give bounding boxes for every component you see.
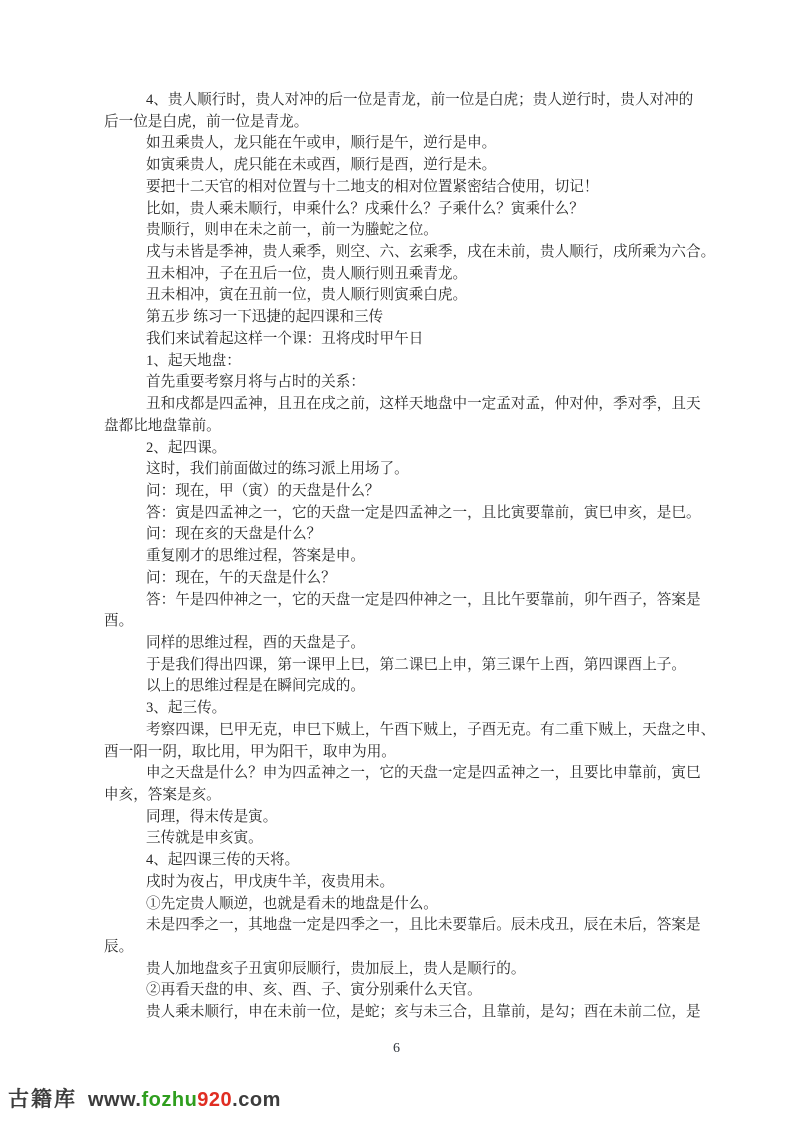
text-line: 贵人乘未顺行，申在未前一位，是蛇；亥与未三合，且靠前，是勾；酉在未前二位，是 <box>146 1004 701 1021</box>
text-line: 酉。 <box>104 613 134 630</box>
text-line: 后一位是白虎，前一位是青龙。 <box>104 113 309 130</box>
text-line: 4、起四课三传的天将。 <box>146 852 300 869</box>
text-line: 申之天盘是什么？申为四孟神之一，它的天盘一定是四孟神之一，且要比申靠前，寅巳 <box>146 765 701 782</box>
text-line: 如丑乘贵人，龙只能在午或申，顺行是午，逆行是申。 <box>146 135 497 152</box>
text-line: 问：现在，午的天盘是什么？ <box>146 569 336 586</box>
text-line: 考察四课，巳甲无克，申巳下贼上，午酉下贼上，子酉无克。有二重下贼上，天盘之申、 <box>146 721 716 738</box>
text-line: 于是我们得出四课，第一课甲上巳，第二课巳上申，第三课午上酉，第四课酉上子。 <box>146 656 686 673</box>
text-line: 酉一阳一阴，取比用，甲为阳干，取申为用。 <box>104 743 396 760</box>
text-line: 要把十二天官的相对位置与十二地支的相对位置紧密结合使用，切记！ <box>146 178 599 195</box>
text-line: 答：寅是四孟神之一，它的天盘一定是四孟神之一，且比寅要靠前，寅巳申亥，是巳。 <box>146 504 701 521</box>
watermark-url-number: 920 <box>197 1089 233 1111</box>
watermark-url-tld: .com <box>232 1089 281 1111</box>
text-line: 问：现在亥的天盘是什么？ <box>146 526 322 543</box>
text-line: 盘都比地盘靠前。 <box>104 417 221 434</box>
text-line: 贵顺行，则申在未之前一，前一为螣蛇之位。 <box>146 222 438 239</box>
text-line: 首先重要考察月将与占时的关系： <box>146 374 365 391</box>
text-line: 贵人加地盘亥子丑寅卯辰顺行，贵加辰上，贵人是顺行的。 <box>146 960 526 977</box>
text-line: 问：现在，甲（寅）的天盘是什么？ <box>146 482 380 499</box>
text-line: 戌与未皆是季神，贵人乘季，则空、六、玄乘季，戌在未前，贵人顺行，戌所乘为六合。 <box>146 244 716 261</box>
text-line: ①先定贵人顺逆，也就是看未的地盘是什么。 <box>146 895 438 912</box>
text-line: 丑未相冲，子在丑后一位，贵人顺行则丑乘青龙。 <box>146 265 468 282</box>
text-line: 丑和戌都是四孟神，且丑在戌之前，这样天地盘中一定孟对孟，仲对仲，季对季，且天 <box>146 396 701 413</box>
text-line: 比如，贵人乘未顺行，申乘什么？戌乘什么？子乘什么？寅乘什么？ <box>146 200 584 217</box>
text-line: 以上的思维过程是在瞬间完成的。 <box>146 678 365 695</box>
text-line: 这时，我们前面做过的练习派上用场了。 <box>146 461 409 478</box>
text-line: 2、起四课。 <box>146 439 227 456</box>
text-line: 同理，得末传是寅。 <box>146 808 278 825</box>
text-line: 重复刚才的思维过程，答案是申。 <box>146 548 365 565</box>
watermark-url-www: www. <box>88 1089 142 1111</box>
text-line: 丑未相冲，寅在丑前一位，贵人顺行则寅乘白虎。 <box>146 287 468 304</box>
text-line: 如寅乘贵人，虎只能在未或酉，顺行是酉，逆行是未。 <box>146 157 497 174</box>
watermark <box>8 1083 281 1113</box>
text-line: 我们来试着起这样一个课：丑将戌时甲午日 <box>146 330 424 347</box>
text-line: ②再看天盘的申、亥、酉、子、寅分别乘什么天官。 <box>146 982 482 999</box>
text-line: 戌时为夜占，甲戊庚牛羊，夜贵用未。 <box>146 873 395 890</box>
text-line: 答：午是四仲神之一，它的天盘一定是四仲神之一，且比午要靠前，卯午酉子，答案是 <box>146 591 701 608</box>
text-line: 申亥，答案是亥。 <box>104 787 221 803</box>
text-line: 三传就是申亥寅。 <box>146 830 263 847</box>
text-line: 辰。 <box>104 939 134 956</box>
text-line: 3、起三传。 <box>146 700 227 717</box>
text-line: 同样的思维过程，酉的天盘是子。 <box>146 634 365 651</box>
text-line: 1、起天地盘： <box>146 352 241 369</box>
watermark-url-name: fozhu <box>141 1089 198 1111</box>
text-line: 未是四季之一，其地盘一定是四季之一，且比未要靠后。辰未戌丑，辰在未后，答案是 <box>146 917 701 934</box>
watermark-site-name: 古籍库 <box>8 1088 77 1111</box>
document-body <box>104 90 716 1024</box>
page-number: 6 <box>393 1041 400 1056</box>
text-line: 4、贵人顺行时，贵人对冲的后一位是青龙，前一位是白虎；贵人逆行时，贵人对冲的 <box>146 92 694 108</box>
text-line: 第五步 练习一下迅捷的起四课和三传 <box>146 309 384 326</box>
